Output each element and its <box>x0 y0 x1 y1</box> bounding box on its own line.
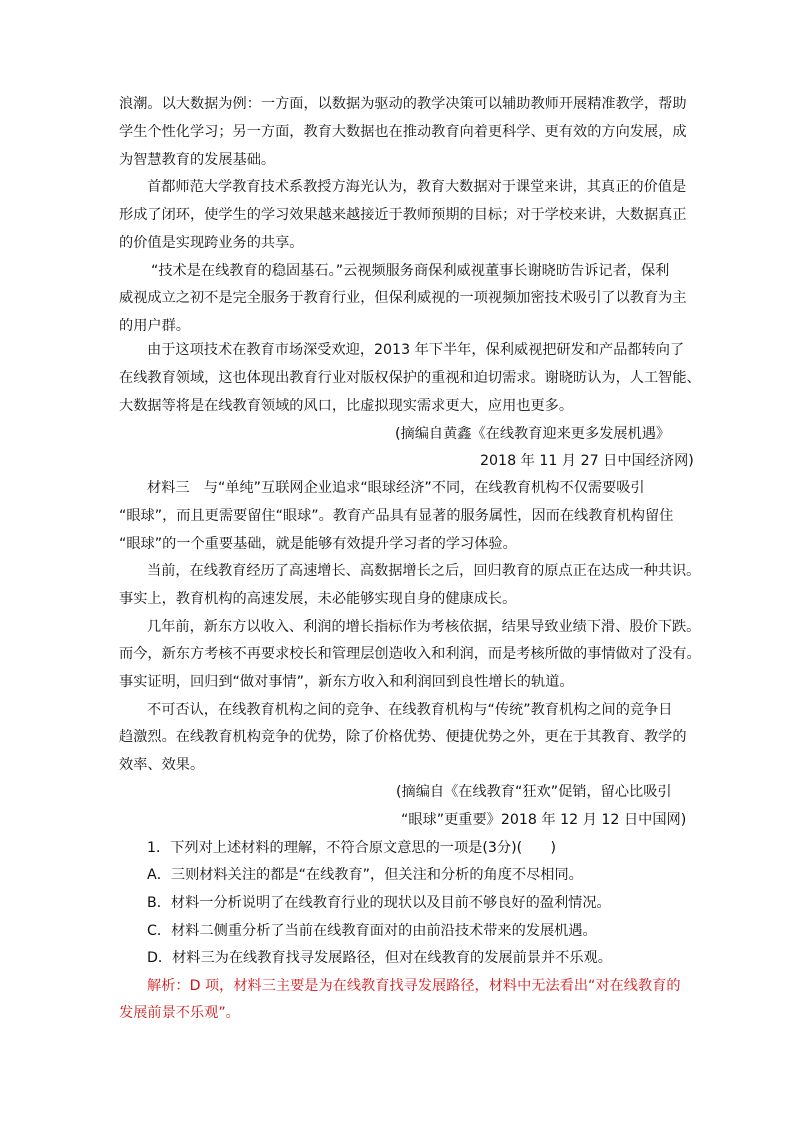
option-b: B．材料一分析说明了在线教育行业的现状以及目前不够良好的盈利情况。 <box>147 895 611 911</box>
source-citation: (摘编自《在线教育“狂欢”促销，留心比吸引 <box>396 784 672 800</box>
text-line: 趋激烈。在线教育机构竞争的优势，除了价格优势、便捷优势之外，更在于其教育、教学的 <box>119 729 687 745</box>
answer-explanation: 发展前景不乐观”。 <box>119 1005 240 1021</box>
source-citation: 2018 年 11 月 27 日中国经济网) <box>480 453 694 469</box>
text-line: 效率、效果。 <box>119 757 205 773</box>
answer-explanation: 解析：D 项，材料三主要是为在线教育找寻发展路径，材料中无法看出“对在线教育的 <box>147 978 681 994</box>
option-a: A．三则材料关注的都是“在线教育”，但关注和分析的角度不尽相同。 <box>147 867 583 883</box>
text-line: 的价值是实现跨业务的共享。 <box>119 235 304 251</box>
text-line: 当前，在线教育经历了高速增长、高数据增长之后，回归教育的原点正在达成一种共识。 <box>147 563 701 579</box>
text-line: 事实证明，回归到“做对事情”，新东方收入和利润回到良性增长的轨道。 <box>119 674 574 690</box>
text-line: 在线教育领域，这也体现出教育行业对版权保护的重视和迫切需求。谢晓昉认为，人工智能、 <box>119 370 701 386</box>
text-line: “眼球”的一个重要基础，就是能够有效提升学习者的学习体验。 <box>119 536 517 552</box>
text-line: 由于这项技术在教育市场深受欢迎，2013 年下半年，保利威视把研发和产品都转向了 <box>147 342 685 358</box>
text-line: 浪潮。以大数据为例：一方面，以数据为驱动的教学决策可以辅助教师开展精准教学，帮助 <box>119 96 687 112</box>
text-line: 不可否认，在线教育机构之间的竞争、在线教育机构与“传统”教育机构之间的竞争日 <box>147 702 673 718</box>
text-line: “技术是在线教育的稳固基石。”云视频服务商保利威视董事长谢晓昉告诉记者，保利 <box>151 263 670 279</box>
option-c: C．材料二侧重分析了当前在线教育面对的由前沿技术带来的发展机遇。 <box>147 923 597 939</box>
option-d: D．材料三为在线教育找寻发展路径，但对在线教育的发展前景并不乐观。 <box>147 950 612 966</box>
question-stem: 1．下列对上述材料的理解，不符合原文意思的一项是(3分)( ) <box>147 840 557 856</box>
source-citation: “眼球”更重要》2018 年 12 月 12 日中国网) <box>401 812 687 828</box>
text-line: 事实上，教育机构的高速发展，未必能够实现自身的健康成长。 <box>119 591 517 607</box>
text-line: 大数据等将是在线教育领域的风口，比虚拟现实需求更大，应用也更多。 <box>119 398 574 414</box>
text-line: 材料三 与“单纯”互联网企业追求“眼球经济”不同，在线教育机构不仅需要吸引 <box>147 480 645 496</box>
text-line: 学生个性化学习；另一方面，教育大数据也在推动教育向着更科学、更有效的方向发展，成 <box>119 124 687 140</box>
text-line: 形成了闭环，使学生的学习效果越来越接近于教师预期的目标；对于学校来讲，大数据真正 <box>119 207 687 223</box>
text-line: 为智慧教育的发展基础。 <box>119 152 276 168</box>
text-line: 几年前，新东方以收入、利润的增长指标作为考核依据，结果导致业绩下滑、股价下跌。 <box>147 619 701 635</box>
text-line: 首都师范大学教育技术系教授方海光认为，教育大数据对于课堂来讲，其真正的价值是 <box>147 179 687 195</box>
text-line: 威视成立之初不是完全服务于教育行业，但保利威视的一项视频加密技术吸引了以教育为主 <box>119 290 687 306</box>
text-line: “眼球”，而且更需要留住“眼球”。教育产品具有显著的服务属性，因而在线教育机构留住 <box>119 508 674 524</box>
text-line: 而今，新东方考核不再要求校长和管理层创造收入和利润，而是考核所做的事情做对了没有。 <box>119 646 701 662</box>
text-line: 的用户群。 <box>119 318 190 334</box>
source-citation: (摘编自黄鑫《在线教育迎来更多发展机遇》 <box>395 426 671 442</box>
